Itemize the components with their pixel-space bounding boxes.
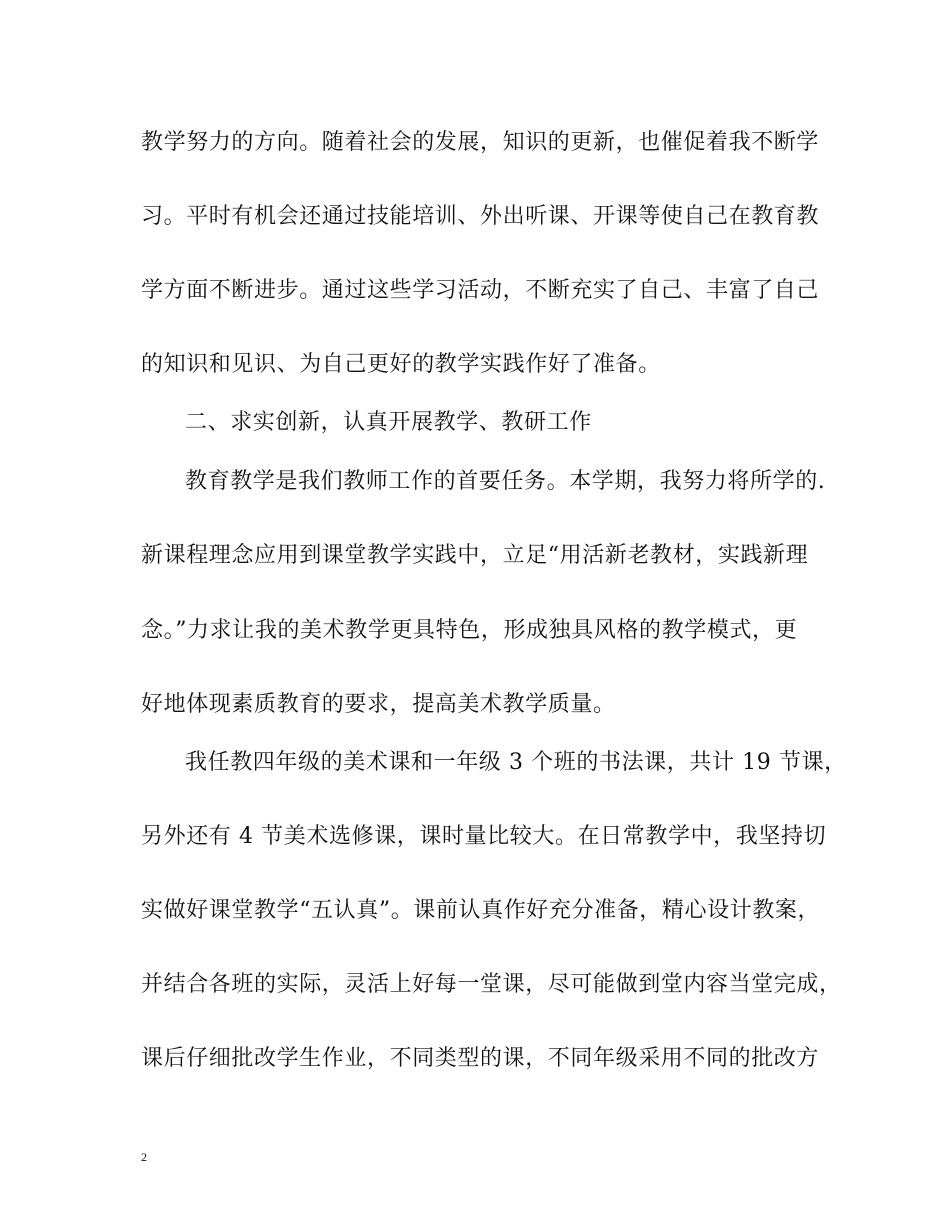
section-heading: 二、求实创新，认真开展教学、教研工作 (185, 410, 592, 435)
body-text-line: 习。平时有机会还通过技能培训、外出听课、开课等使自己在教育教 (141, 204, 820, 229)
body-text-line: 学方面不断进步。通过这些学习活动，不断充实了自己、丰富了自己 (141, 278, 820, 303)
body-text-line: 教学努力的方向。随着社会的发展，知识的更新，也催促着我不断学 (141, 130, 820, 155)
body-text-line: 课后仔细批改学生作业，不同类型的课，不同年级采用不同的批改方 (141, 1046, 820, 1071)
body-text-line: 实做好课堂教学“五认真”。课前认真作好充分准备，精心设计教案， (141, 898, 821, 923)
body-text-line: 念。”力求让我的美术教学更具特色，形成独具风格的教学模式，更 (141, 618, 798, 643)
body-text-line: 的知识和见识、为自己更好的教学实践作好了准备。 (141, 352, 661, 377)
body-text-line: 教育教学是我们教师工作的首要任务。本学期，我努力将所学的. (185, 469, 826, 494)
page-number: 2 (141, 1150, 147, 1164)
body-text-line: 另外还有 4 节美术选修课，课时量比较大。在日常教学中，我坚持切 (141, 824, 827, 849)
body-text-line: 我任教四年级的美术课和一年级 3 个班的书法课，共计 19 节课， (185, 750, 847, 775)
body-text-line: 新课程理念应用到课堂教学实践中，立足“用活新老教材，实践新理 (141, 543, 809, 568)
body-text-line: 并结合各班的实际，灵活上好每一堂课，尽可能做到堂内容当堂完成， (141, 972, 842, 997)
body-text-line: 好地体现素质教育的要求，提高美术教学质量。 (141, 692, 616, 717)
